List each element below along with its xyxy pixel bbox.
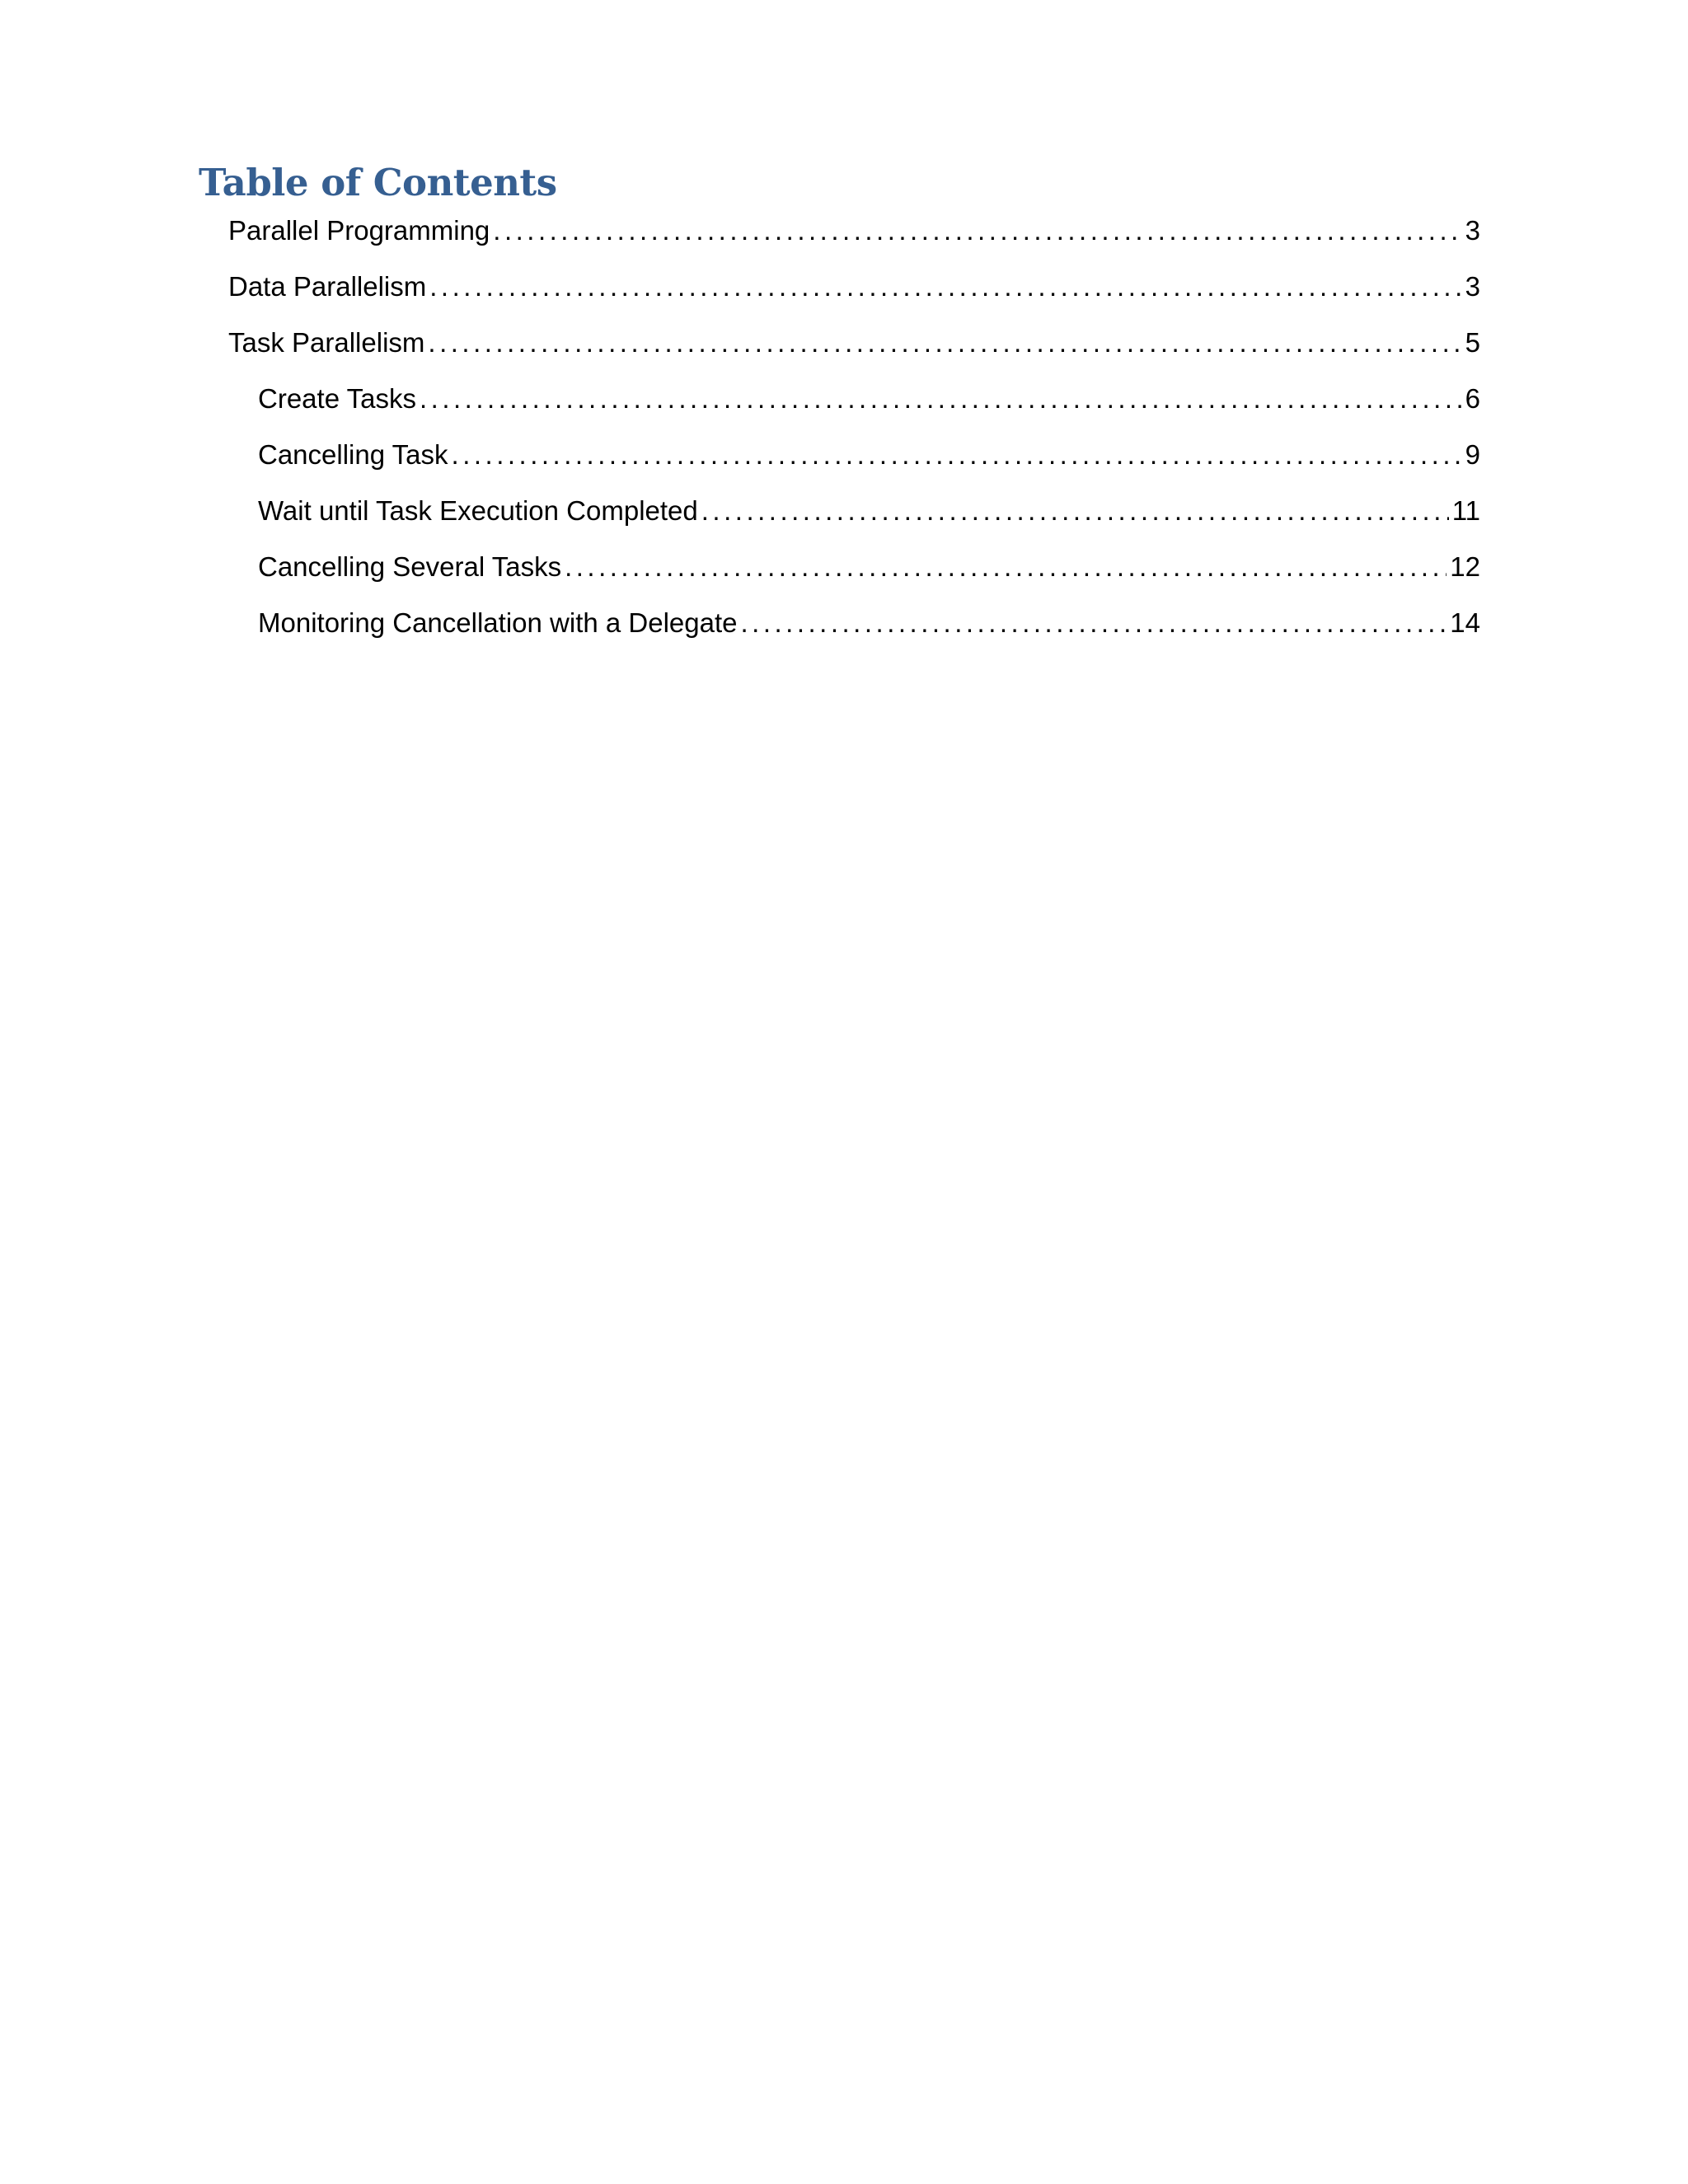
toc-title: Table of Contents — [199, 161, 557, 204]
toc-entry-monitoring-cancellation-with-a-delegate[interactable] — [0, 602, 1688, 658]
toc-entry-label: Create Tasks — [258, 383, 416, 414]
toc-entry-page-number: 3 — [1465, 215, 1480, 246]
toc-entry-page-number: 14 — [1450, 607, 1480, 638]
toc-entry-cancelling-several-tasks[interactable] — [0, 546, 1688, 602]
toc-dot-leader — [565, 546, 1447, 588]
toc-entry-cancelling-task[interactable] — [0, 434, 1688, 490]
toc-entry-page-number: 11 — [1451, 495, 1480, 526]
toc-entry-page-number: 6 — [1465, 383, 1480, 414]
toc-entry-label: Cancelling Task — [258, 439, 448, 470]
toc-entry-task-parallelism[interactable] — [0, 322, 1688, 378]
toc-dot-leader — [493, 210, 1461, 251]
toc-dot-leader — [429, 266, 1461, 307]
toc-entry-label: Parallel Programming — [228, 215, 490, 246]
toc-dot-leader — [428, 322, 1461, 363]
toc-dot-leader — [741, 602, 1447, 644]
toc-entry-label: Data Parallelism — [228, 271, 427, 302]
toc-entry-label: Cancelling Several Tasks — [258, 551, 562, 582]
toc-entry-page-number: 12 — [1450, 551, 1480, 582]
toc-entry-label: Task Parallelism — [228, 327, 425, 358]
toc-entry-parallel-programming[interactable] — [0, 210, 1688, 266]
toc-dot-leader — [452, 434, 1462, 476]
toc-entry-data-parallelism[interactable] — [0, 266, 1688, 322]
toc-entry-label: Wait until Task Execution Completed — [258, 495, 698, 526]
toc-entry-page-number: 9 — [1465, 439, 1480, 470]
toc-dot-leader — [420, 378, 1462, 419]
toc-entry-label: Monitoring Cancellation with a Delegate — [258, 607, 738, 638]
toc-dot-leader — [701, 490, 1449, 532]
toc-entry-page-number: 3 — [1465, 271, 1480, 302]
toc-list — [0, 210, 1688, 658]
toc-entry-wait-until-task-execution-completed[interactable] — [0, 490, 1688, 546]
toc-entry-create-tasks[interactable] — [0, 378, 1688, 434]
toc-entry-page-number: 5 — [1465, 327, 1480, 358]
